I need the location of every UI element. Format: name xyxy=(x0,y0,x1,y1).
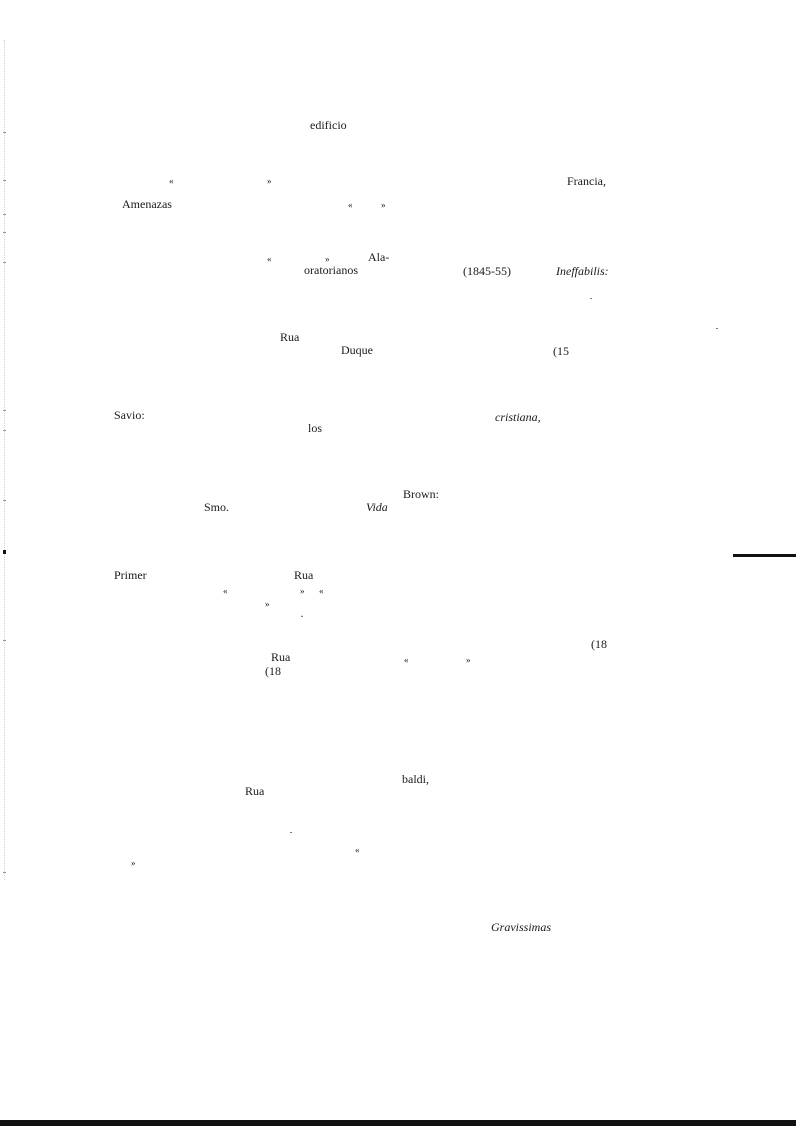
word-paren-18: (18 xyxy=(591,637,607,651)
quote-close: » xyxy=(325,254,330,264)
word-rua: Rua xyxy=(271,650,291,664)
margin-tick xyxy=(3,500,6,501)
quote-open: « xyxy=(348,200,353,210)
quote-close: » xyxy=(381,200,386,210)
margin-tick xyxy=(3,640,6,641)
word-smo: Smo. xyxy=(204,500,230,514)
word-baldi: baldi, xyxy=(402,772,429,786)
word-years-1845: (1845-55) xyxy=(463,264,511,278)
word-edificio: edificio xyxy=(310,118,347,132)
quote-open: « xyxy=(169,176,174,186)
scan-speck xyxy=(716,328,718,329)
margin-tick xyxy=(3,410,6,411)
word-rua: Rua xyxy=(294,568,314,582)
word-francia: Francia, xyxy=(567,174,606,188)
word-oratorianos: oratorianos xyxy=(304,263,358,277)
margin-tick xyxy=(3,872,6,873)
side-rule xyxy=(733,554,796,557)
quote-close: » xyxy=(265,599,270,609)
quote-open: « xyxy=(223,586,228,596)
word-duque: Duque xyxy=(341,343,373,357)
word-paren-18: (18 xyxy=(265,664,281,678)
quote-close: » xyxy=(300,586,305,596)
quote-open: « xyxy=(355,845,360,855)
quote-close: » xyxy=(131,858,136,868)
word-ala: Ala- xyxy=(368,250,390,264)
word-rua: Rua xyxy=(245,784,265,798)
word-primer: Primer xyxy=(114,568,147,582)
bottom-rule xyxy=(0,1120,796,1126)
word-vida: Vida xyxy=(366,500,388,514)
margin-tick xyxy=(3,430,6,431)
word-cristiana: cristiana, xyxy=(495,410,541,424)
word-gravissimas: Gravissimas xyxy=(491,920,552,934)
quote-open: « xyxy=(319,586,324,596)
word-los: los xyxy=(308,421,323,435)
quote-open: « xyxy=(404,655,409,665)
quote-close: » xyxy=(267,176,272,186)
margin-tick xyxy=(3,180,6,181)
scan-speck xyxy=(590,298,592,299)
word-amenazas: Amenazas xyxy=(122,197,172,211)
dot-mark: · xyxy=(300,609,304,623)
margin-tick xyxy=(3,214,6,215)
quote-open: « xyxy=(267,254,272,264)
word-paren-15: (15 xyxy=(553,344,569,358)
margin-tick xyxy=(3,232,6,233)
word-savio: Savio: xyxy=(114,408,145,422)
word-brown: Brown: xyxy=(403,487,439,501)
quote-close: » xyxy=(466,655,471,665)
scan-speck xyxy=(290,832,292,833)
binding-edge-margin xyxy=(4,40,9,880)
word-rua: Rua xyxy=(280,330,300,344)
margin-mark xyxy=(3,550,6,554)
margin-tick xyxy=(3,262,6,263)
word-ineffabilis: Ineffabilis: xyxy=(556,264,609,278)
margin-tick xyxy=(3,132,6,133)
